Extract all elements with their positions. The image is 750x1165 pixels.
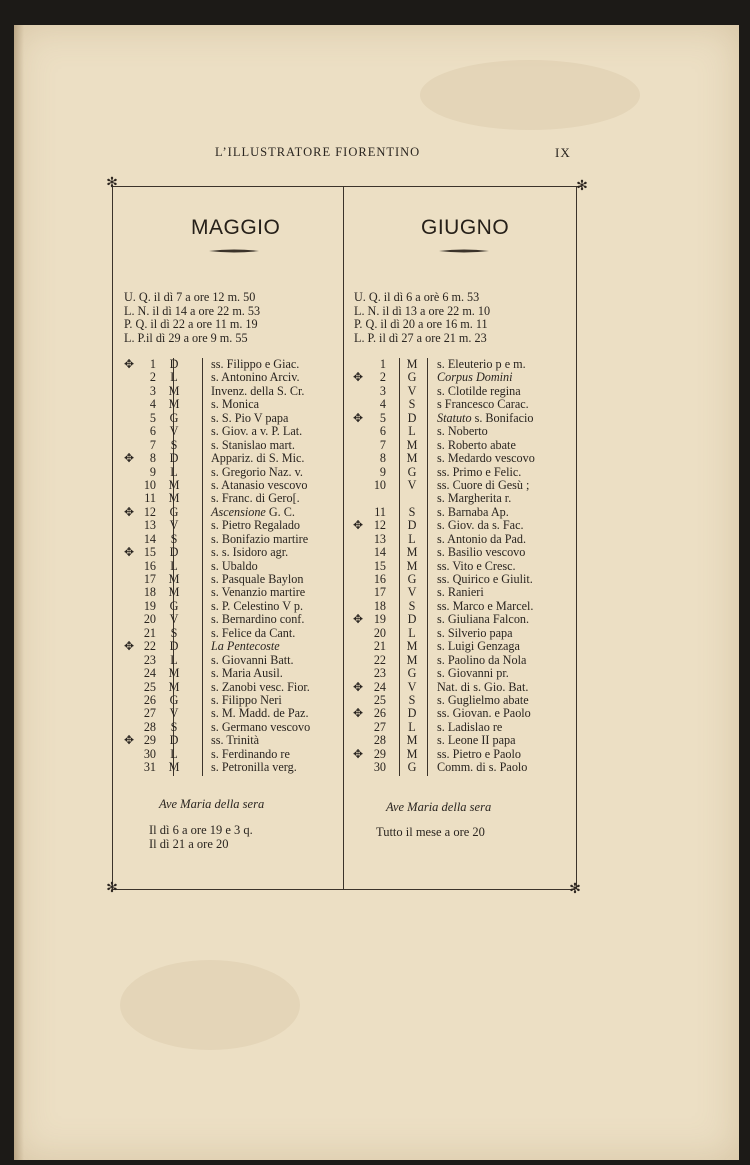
day-number: 16 xyxy=(373,572,386,586)
weekday-letter: D xyxy=(169,357,179,371)
calendar-row xyxy=(351,640,576,653)
weekday-letter: M xyxy=(168,383,180,398)
saint-of-day: s. Ladislao re xyxy=(437,719,503,734)
holiday-mark-icon: ✥ xyxy=(123,504,135,519)
holiday-mark-icon: ✥ xyxy=(123,733,135,748)
saint-of-day: s. Venanzio martire xyxy=(211,585,306,600)
saint-of-day: s. Bonifazio martire xyxy=(211,531,309,546)
weekday-letter: L xyxy=(170,370,178,385)
weekday-letter: S xyxy=(408,504,416,519)
calendar-row xyxy=(122,492,342,505)
day-number: 29 xyxy=(373,746,386,761)
day-number: 12 xyxy=(143,504,156,519)
calendar-row xyxy=(122,425,342,438)
ave-maria-heading: Ave Maria della sera xyxy=(386,800,492,814)
day-number: 18 xyxy=(373,598,386,613)
running-head: L’ILLUSTRATORE FIORENTINO xyxy=(215,145,421,159)
calendar-row xyxy=(351,721,576,734)
day-number: 2 xyxy=(149,370,156,385)
day-number: 5 xyxy=(379,410,386,425)
saint-of-day: s. S. Pio V papa xyxy=(211,410,289,425)
calendar-row xyxy=(122,385,342,398)
day-number: 17 xyxy=(373,585,386,600)
weekday-letter: D xyxy=(407,518,417,533)
saint-of-day: s. Giovanni Batt. xyxy=(211,652,294,667)
calendar-row xyxy=(351,439,576,452)
month-title-maggio: MAGGIO xyxy=(191,216,281,239)
day-number: 7 xyxy=(149,437,156,452)
calendar-row xyxy=(122,667,342,680)
weekday-letter: S xyxy=(170,531,178,546)
saint-of-day: s. Paolino da Nola xyxy=(437,652,527,667)
saint-of-day: s. Giuliana Falcon. xyxy=(437,612,530,627)
day-number: 19 xyxy=(373,612,386,627)
saint-of-day: ss. Primo e Felic. xyxy=(437,464,522,479)
day-number: 30 xyxy=(143,746,156,761)
day-number: 3 xyxy=(379,383,386,398)
weekday-letter: S xyxy=(408,397,416,412)
frame-center-line xyxy=(343,186,344,889)
calendar-row xyxy=(122,439,342,452)
calendar-row xyxy=(351,533,576,546)
day-number: 6 xyxy=(379,424,386,439)
weekday-letter: S xyxy=(408,692,416,707)
day-number: 22 xyxy=(373,652,386,667)
weekday-letter: L xyxy=(408,719,416,734)
weekday-letter: M xyxy=(406,558,418,573)
saint-of-day: ss. Trinità xyxy=(211,733,260,748)
weekday-letter: V xyxy=(407,585,417,600)
calendar-row xyxy=(122,734,342,747)
weekday-letter: V xyxy=(169,518,179,533)
calendar-row xyxy=(351,466,576,479)
day-number: 12 xyxy=(373,518,386,533)
weekday-letter: D xyxy=(407,706,417,721)
day-number: 23 xyxy=(373,666,386,681)
day-number: 2 xyxy=(379,370,386,385)
calendar-row xyxy=(351,748,576,761)
holiday-mark-icon: ✥ xyxy=(352,370,364,385)
moon-phase: L. N. il dì 13 a ore 22 m. 10 xyxy=(354,303,491,318)
day-number: 13 xyxy=(143,518,156,533)
weekday-letter: M xyxy=(406,545,418,560)
saint-of-day: s. Clotilde regina xyxy=(437,383,521,398)
calendar-row xyxy=(122,546,342,559)
saint-of-day: ss. Giovan. e Paolo xyxy=(437,706,531,721)
month-title-giugno: GIUGNO xyxy=(421,216,510,239)
weekday-letter: L xyxy=(170,464,178,479)
weekday-letter: V xyxy=(169,612,179,627)
saint-of-day: s. Noberto xyxy=(437,424,488,439)
calendar-row xyxy=(351,425,576,438)
weekday-letter: M xyxy=(406,746,418,761)
day-number: 29 xyxy=(143,733,156,748)
weekday-letter: M xyxy=(168,760,180,775)
weekday-letter: M xyxy=(168,477,180,492)
ave-maria-heading: Ave Maria della sera xyxy=(159,797,265,811)
holiday-mark-icon: ✥ xyxy=(123,357,135,371)
saint-of-day: s. Luigi Genzaga xyxy=(437,639,520,654)
saint-of-day: s. Franc. di Gero[. xyxy=(211,491,300,506)
moon-phase: L. N. il dì 14 a ore 22 m. 53 xyxy=(124,303,261,318)
moon-phase: P. Q. il dì 22 a ore 11 m. 19 xyxy=(124,317,258,331)
calendar-row xyxy=(351,519,576,532)
calendar-row xyxy=(122,681,342,694)
weekday-letter: G xyxy=(407,464,417,479)
calendar-row xyxy=(122,519,342,532)
saint-of-day: s. Margherita r. xyxy=(437,491,512,506)
calendar-row xyxy=(351,412,576,425)
moon-phases-giugno xyxy=(354,291,490,345)
saint-of-day: ss. Pietro e Paolo xyxy=(437,746,521,761)
calendar-row xyxy=(351,694,576,707)
page-number: IX xyxy=(555,145,571,160)
saint-of-day: s Francesco Carac. xyxy=(437,397,529,412)
day-number: 6 xyxy=(149,424,156,439)
calendar-row xyxy=(351,452,576,465)
corner-star-icon: ✻ xyxy=(106,881,118,896)
frame-left-line xyxy=(112,186,113,889)
moon-phase: U. Q. il dì 7 a ore 12 m. 50 xyxy=(124,290,256,304)
calendar-giugno xyxy=(351,358,576,775)
day-number: 20 xyxy=(143,612,156,627)
calendar-row xyxy=(122,560,342,573)
weekday-letter: D xyxy=(169,733,179,748)
saint-of-day: s. Bernardino conf. xyxy=(211,612,305,627)
saint-of-day: s. Stanislao mart. xyxy=(211,437,295,452)
calendar-row xyxy=(351,371,576,384)
day-number: 1 xyxy=(149,357,156,371)
day-number: 14 xyxy=(143,531,156,546)
calendar-row xyxy=(122,371,342,384)
saint-of-day: ss. Filippo e Giac. xyxy=(211,357,300,371)
weekday-letter: D xyxy=(169,545,179,560)
saint-of-day: s. Roberto abate xyxy=(437,437,516,452)
day-number: 7 xyxy=(379,437,386,452)
weekday-letter: G xyxy=(407,572,417,586)
weekday-letter: G xyxy=(169,410,179,425)
corner-star-icon: ✻ xyxy=(569,882,581,897)
day-number: 17 xyxy=(143,572,156,586)
frame-top-line xyxy=(112,186,582,187)
saint-of-day: s. Pasquale Baylon xyxy=(211,572,304,586)
saint-of-day: ss. Vito e Cresc. xyxy=(437,558,516,573)
weekday-letter: M xyxy=(168,397,180,412)
calendar-row xyxy=(351,600,576,613)
title-swash-icon xyxy=(437,248,491,254)
weekday-letter: M xyxy=(406,437,418,452)
saint-of-day: Comm. di s. Paolo xyxy=(437,760,528,775)
weekday-letter: V xyxy=(407,383,417,398)
day-number: 18 xyxy=(143,585,156,600)
calendar-row xyxy=(351,681,576,694)
weekday-letter: L xyxy=(408,625,416,640)
page-fold-shadow xyxy=(14,25,24,1160)
moon-phase: U. Q. il dì 6 a orè 6 m. 53 xyxy=(354,290,480,304)
saint-of-day: s. Felice da Cant. xyxy=(211,625,296,640)
calendar-row xyxy=(122,586,342,599)
calendar-row xyxy=(351,358,576,371)
weekday-letter: L xyxy=(170,652,178,667)
saint-of-day: s. Antonino Arciv. xyxy=(211,370,300,385)
saint-of-day: Ascensione G. C. xyxy=(211,504,295,519)
holiday-mark-icon: ✥ xyxy=(352,706,364,721)
saint-of-day: s. Zanobi vesc. Fior. xyxy=(211,679,310,694)
weekday-letter: V xyxy=(169,706,179,721)
calendar-row xyxy=(351,573,576,586)
saint-of-day: s. Ubaldo xyxy=(211,558,258,573)
day-number: 15 xyxy=(143,545,156,560)
calendar-row xyxy=(351,707,576,720)
day-number: 25 xyxy=(373,692,386,707)
day-number: 8 xyxy=(149,451,156,466)
calendar-row xyxy=(351,667,576,680)
calendar-row xyxy=(351,761,576,774)
day-number: 10 xyxy=(143,477,156,492)
ave-maria-times xyxy=(149,823,253,851)
corner-star-icon: ✻ xyxy=(576,179,588,194)
saint-of-day: Nat. di s. Gio. Bat. xyxy=(437,679,529,694)
frame-right-line xyxy=(576,186,577,889)
calendar-row xyxy=(122,506,342,519)
ave-maria-time: Tutto il mese a ore 20 xyxy=(376,825,485,839)
weekday-letter: S xyxy=(170,437,178,452)
weekday-letter: M xyxy=(406,733,418,748)
saint-of-day: s. Giov. da s. Fac. xyxy=(437,518,524,533)
day-number: 8 xyxy=(379,451,386,466)
calendar-row xyxy=(122,613,342,626)
ave-maria-time: Il dì 21 a ore 20 xyxy=(149,837,229,851)
corner-star-icon: ✻ xyxy=(106,176,118,191)
saint-of-day: s. Ferdinando re xyxy=(211,746,290,761)
weekday-letter: G xyxy=(169,504,179,519)
saint-of-day: s. Ranieri xyxy=(437,585,484,600)
weekday-letter: M xyxy=(168,572,180,586)
day-number: 30 xyxy=(373,760,386,775)
day-number: 27 xyxy=(373,719,386,734)
day-number: 16 xyxy=(143,558,156,573)
holiday-mark-icon: ✥ xyxy=(352,679,364,694)
weekday-letter: M xyxy=(168,679,180,694)
calendar-row xyxy=(122,640,342,653)
day-number: 21 xyxy=(373,639,386,654)
day-number: 19 xyxy=(143,598,156,613)
weekday-letter: G xyxy=(407,370,417,385)
weekday-letter: V xyxy=(407,477,417,492)
calendar-row xyxy=(351,398,576,411)
saint-of-day: s. Barnaba Ap. xyxy=(437,504,509,519)
weekday-letter: M xyxy=(406,357,418,371)
saint-of-day: s. Petronilla verg. xyxy=(211,760,297,775)
saint-of-day: s. Maria Ausil. xyxy=(211,666,283,681)
weekday-letter: M xyxy=(406,451,418,466)
day-number: 22 xyxy=(143,639,156,654)
holiday-mark-icon: ✥ xyxy=(352,612,364,627)
day-number: 13 xyxy=(373,531,386,546)
paper-stain xyxy=(420,60,640,130)
day-number: 9 xyxy=(379,464,386,479)
saint-of-day: Appariz. di S. Mic. xyxy=(211,451,305,466)
weekday-letter: V xyxy=(169,424,179,439)
weekday-letter: L xyxy=(170,746,178,761)
calendar-row xyxy=(351,385,576,398)
weekday-letter: D xyxy=(169,639,179,654)
calendar-row xyxy=(122,398,342,411)
saint-of-day: s. Germano vescovo xyxy=(211,719,311,734)
calendar-row xyxy=(122,627,342,640)
ave-maria-times xyxy=(376,825,485,839)
calendar-row xyxy=(122,358,342,371)
weekday-letter: S xyxy=(408,598,416,613)
day-number: 21 xyxy=(143,625,156,640)
moon-phase: L. P. il dì 27 a ore 21 m. 23 xyxy=(354,330,487,345)
saint-of-day: s. Atanasio vescovo xyxy=(211,477,308,492)
weekday-letter: G xyxy=(407,760,417,775)
day-number: 26 xyxy=(143,692,156,707)
calendar-row xyxy=(122,479,342,492)
saint-of-day: s. Filippo Neri xyxy=(211,692,282,707)
day-number: 9 xyxy=(149,464,156,479)
weekday-letter: G xyxy=(407,666,417,681)
weekday-letter: L xyxy=(408,531,416,546)
saint-of-day: s. Medardo vescovo xyxy=(437,451,535,466)
holiday-mark-icon: ✥ xyxy=(352,410,364,425)
day-number: 1 xyxy=(379,357,386,371)
calendar-row xyxy=(351,506,576,519)
holiday-mark-icon: ✥ xyxy=(123,639,135,654)
day-number: 26 xyxy=(373,706,386,721)
weekday-letter: D xyxy=(407,410,417,425)
day-number: 28 xyxy=(373,733,386,748)
saint-of-day: ss. Cuore di Gesù ; xyxy=(437,477,530,492)
calendar-row xyxy=(351,627,576,640)
saint-of-day: s. Leone II papa xyxy=(437,733,516,748)
saint-of-day: ss. Quirico e Giulit. xyxy=(437,572,533,586)
calendar-row xyxy=(122,466,342,479)
calendar-row xyxy=(122,452,342,465)
day-number: 11 xyxy=(374,504,386,519)
day-number: 31 xyxy=(143,760,156,775)
saint-of-day: s. Giovanni pr. xyxy=(437,666,509,681)
day-number: 15 xyxy=(373,558,386,573)
moon-phases-maggio xyxy=(124,291,260,345)
holiday-mark-icon: ✥ xyxy=(123,451,135,466)
saint-of-day: s. Gregorio Naz. v. xyxy=(211,464,303,479)
day-number: 27 xyxy=(143,706,156,721)
frame-bottom-line xyxy=(112,889,575,890)
saint-of-day: La Pentecoste xyxy=(211,639,280,654)
calendar-row xyxy=(122,748,342,761)
calendar-row xyxy=(122,654,342,667)
calendar-row xyxy=(351,492,576,505)
saint-of-day: s. Silverio papa xyxy=(437,625,513,640)
weekday-letter: L xyxy=(170,558,178,573)
calendar-maggio xyxy=(122,358,342,775)
saint-of-day: Corpus Domini xyxy=(437,370,513,385)
calendar-row xyxy=(351,654,576,667)
saint-of-day: s. Monica xyxy=(211,397,260,412)
weekday-letter: S xyxy=(170,719,178,734)
day-number: 28 xyxy=(143,719,156,734)
day-number: 5 xyxy=(149,410,156,425)
saint-of-day: s. M. Madd. de Paz. xyxy=(211,706,309,721)
moon-phase: L. P.il dì 29 a ore 9 m. 55 xyxy=(124,330,248,345)
saint-of-day: s. Antonio da Pad. xyxy=(437,531,527,546)
saint-of-day: s. P. Celestino V p. xyxy=(211,598,303,613)
calendar-row xyxy=(122,761,342,774)
day-number: 24 xyxy=(373,679,386,694)
saint-of-day: s. Pietro Regalado xyxy=(211,518,301,533)
day-number: 10 xyxy=(373,477,386,492)
day-number: 23 xyxy=(143,652,156,667)
calendar-row xyxy=(122,412,342,425)
day-number: 14 xyxy=(373,545,386,560)
saint-of-day: s. s. Isidoro agr. xyxy=(211,545,289,560)
weekday-letter: D xyxy=(169,451,179,466)
calendar-row xyxy=(122,533,342,546)
calendar-row xyxy=(351,546,576,559)
saint-of-day: Invenz. della S. Cr. xyxy=(211,383,305,398)
holiday-mark-icon: ✥ xyxy=(352,746,364,761)
calendar-row xyxy=(122,721,342,734)
weekday-letter: G xyxy=(169,692,179,707)
weekday-letter: M xyxy=(168,491,180,506)
weekday-letter: L xyxy=(408,424,416,439)
calendar-row xyxy=(122,600,342,613)
weekday-letter: M xyxy=(406,652,418,667)
holiday-mark-icon: ✥ xyxy=(352,518,364,533)
calendar-row xyxy=(351,613,576,626)
saint-of-day: s. Eleuterio p e m. xyxy=(437,357,526,371)
weekday-letter: M xyxy=(168,666,180,681)
ave-maria-time: Il dì 6 a ore 19 e 3 q. xyxy=(149,823,253,837)
saint-of-day: s. Guglielmo abate xyxy=(437,692,529,707)
day-number: 3 xyxy=(149,383,156,398)
weekday-letter: G xyxy=(169,598,179,613)
day-number: 25 xyxy=(143,679,156,694)
calendar-row xyxy=(122,707,342,720)
calendar-row xyxy=(122,694,342,707)
weekday-letter: M xyxy=(406,639,418,654)
day-number: 4 xyxy=(379,397,386,412)
calendar-row xyxy=(351,560,576,573)
saint-of-day: s. Basilio vescovo xyxy=(437,545,526,560)
calendar-row xyxy=(351,479,576,492)
saint-of-day: ss. Marco e Marcel. xyxy=(437,598,534,613)
paper-stain xyxy=(120,960,300,1050)
day-number: 4 xyxy=(149,397,156,412)
saint-of-day: Statuto s. Bonifacio xyxy=(437,410,534,425)
weekday-letter: M xyxy=(168,585,180,600)
weekday-letter: S xyxy=(170,625,178,640)
saint-of-day: s. Giov. a v. P. Lat. xyxy=(211,424,303,439)
day-number: 11 xyxy=(144,491,156,506)
calendar-row xyxy=(351,734,576,747)
weekday-letter: D xyxy=(407,612,417,627)
title-swash-icon xyxy=(207,248,261,254)
calendar-row xyxy=(122,573,342,586)
moon-phase: P. Q. il dì 20 a ore 16 m. 11 xyxy=(354,317,488,331)
holiday-mark-icon: ✥ xyxy=(123,545,135,560)
day-number: 24 xyxy=(143,666,156,681)
day-number: 20 xyxy=(373,625,386,640)
calendar-row xyxy=(351,586,576,599)
weekday-letter: V xyxy=(407,679,417,694)
